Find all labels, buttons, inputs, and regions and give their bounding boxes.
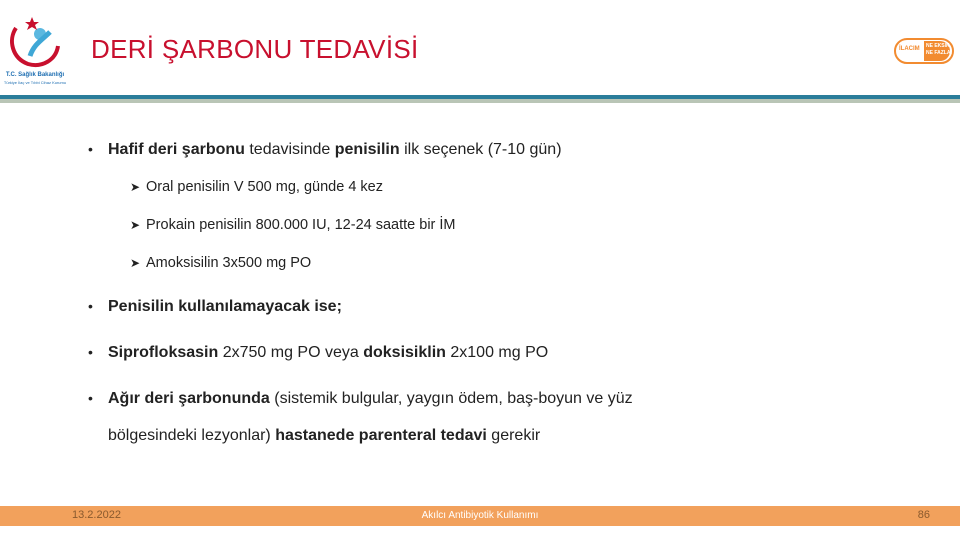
campaign-logo-word: İLACIM — [899, 46, 920, 52]
ministry-name: T.C. Sağlık Bakanlığı — [5, 72, 65, 78]
ministry-subtitle: Türkiye İlaç ve Tıbbi Cihaz Kurumu — [3, 80, 67, 85]
arrow-bullet-icon: ➤ — [130, 256, 141, 270]
sub-item-amoxicillin: ➤ Amoksisilin 3x500 mg PO — [130, 255, 312, 271]
slide-title: DERİ ŞARBONU TEDAVİSİ — [91, 34, 419, 64]
bullet-cipro-doxy: • Siprofloksasin 2x750 mg PO veya doksisiklin 2x100 mg PO — [88, 344, 549, 361]
sub-item-procaine-penicillin: ➤ Prokain penisilin 800.000 IU, 12-24 saatte bir İM — [130, 217, 456, 233]
bullet-mild-treatment: • Hafif deri şarbonu tedavisinde penisilin ilk seçenek (7-10 gün) — [88, 141, 562, 158]
bullet-severe-treatment-cont: bölgesindeki lezyonlar) hastanede parenteral tedavi gerekir — [108, 427, 541, 444]
bullet-severe-treatment: • Ağır deri şarbonunda (sistemik bulgular, yaygın ödem, baş-boyun ve yüz — [88, 390, 633, 407]
bullet-icon: • — [88, 141, 93, 157]
bullet-icon: • — [88, 390, 93, 406]
bullet-penicillin-alternative: • Penisilin kullanılamayacak ise; — [88, 298, 342, 315]
bullet-icon: • — [88, 344, 93, 360]
sub-item-oral-penicillin: ➤ Oral penisilin V 500 mg, günde 4 kez — [130, 179, 383, 195]
campaign-logo-slogan: NE EKSİK NE FAZLA! — [926, 43, 953, 56]
bullet-icon: • — [88, 298, 93, 314]
footer-bar — [0, 506, 960, 526]
footer-title: Akılcı Antibiyotik Kullanımı — [421, 510, 539, 521]
arrow-bullet-icon: ➤ — [130, 180, 141, 194]
arrow-bullet-icon: ➤ — [130, 218, 141, 232]
footer-date: 13.2.2022 — [72, 509, 121, 521]
page-number: 86 — [917, 509, 930, 521]
